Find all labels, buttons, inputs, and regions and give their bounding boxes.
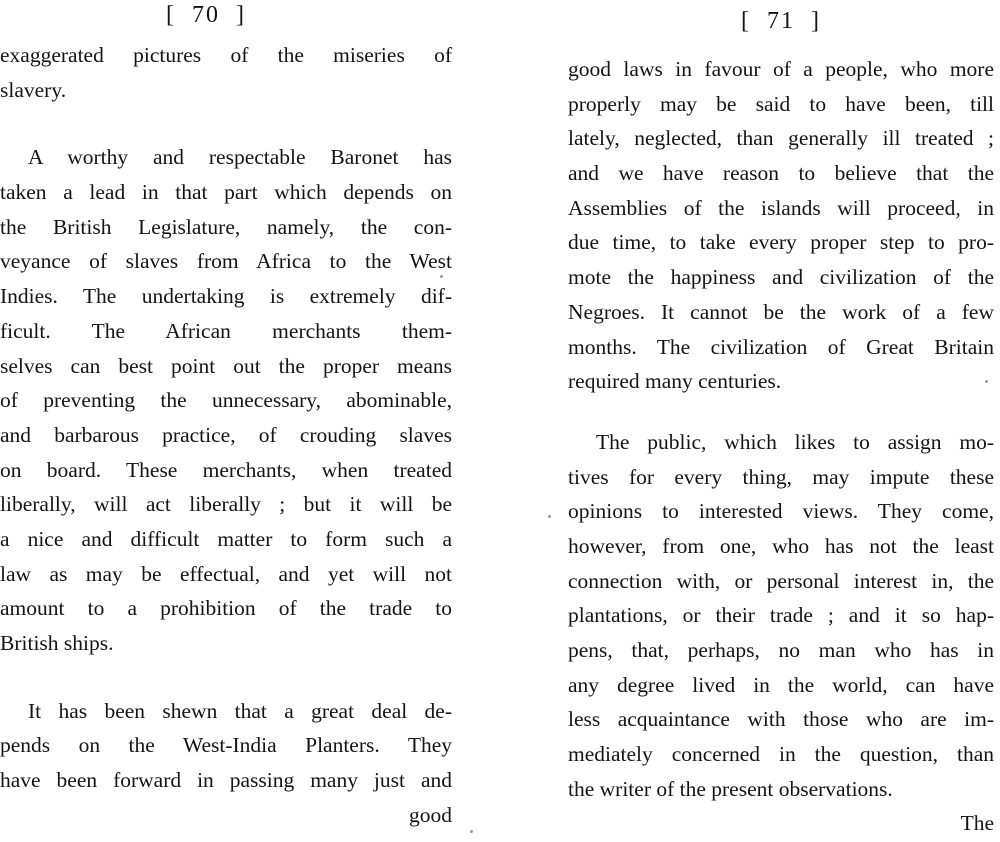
text-line: pens, that, perhaps, no man who has in	[568, 638, 994, 662]
text-line: A worthy and respectable Baronet has	[28, 145, 452, 170]
text-line: due time, to take every proper step to pro-	[568, 230, 994, 255]
left-paragraph-1	[0, 38, 452, 107]
text-line: the writer of the present observations.	[568, 776, 893, 801]
text-line: have been forward in passing many just and	[0, 768, 452, 793]
catchword-left: good	[409, 802, 452, 827]
text-line: good laws in favour of a people, who more	[568, 57, 994, 81]
text-line: Negroes. It cannot be the work of a few	[568, 299, 994, 324]
text-line: British ships.	[0, 631, 114, 655]
text-line: law as may be effectual, and yet will not	[0, 561, 452, 586]
text-line: mote the happiness and civilization of the	[568, 265, 994, 290]
page-number-right: [ 71 ]	[741, 8, 821, 34]
page-number-left: [ 70 ]	[166, 2, 246, 28]
text-line: Indies. The undertaking is extremely dif-	[0, 284, 452, 309]
scan-speck	[470, 830, 473, 833]
text-line: and we have reason to believe that the	[568, 161, 994, 186]
text-line: connection with, or personal interest in, the	[568, 568, 994, 593]
text-line: a nice and difficult matter to form such a	[0, 526, 452, 551]
text-line: amount to a prohibition of the trade to	[0, 596, 452, 621]
text-line: ficult. The African merchants them-	[0, 318, 452, 343]
text-line: plantations, or their trade ; and it so hap-	[568, 603, 994, 628]
text-line: properly may be said to have been, till	[568, 91, 994, 116]
scan-speck	[440, 275, 443, 278]
catchword-right: The	[960, 811, 994, 836]
text-line: months. The civilization of Great Britain	[568, 334, 994, 359]
text-line: tives for every thing, may impute these	[568, 464, 994, 489]
text-line: veyance of slaves from Africa to the West	[0, 249, 452, 274]
left-paragraph-3	[0, 694, 452, 798]
text-line: The public, which likes to assign mo-	[596, 429, 994, 454]
text-line: of preventing the unnecessary, abominable,	[0, 388, 452, 413]
text-line: lately, neglected, than generally ill treated ;	[568, 126, 994, 151]
scan-speck	[548, 515, 551, 518]
text-line: opinions to interested views. They come,	[568, 499, 994, 524]
text-line: liberally, will act liberally ; but it will be	[0, 492, 452, 517]
text-line: however, from one, who has not the least	[568, 533, 994, 558]
text-line: slavery.	[0, 77, 67, 102]
scan-speck	[985, 380, 988, 383]
text-line: It has been shewn that a great deal de-	[28, 698, 452, 723]
text-line: pends on the West-India Planters. They	[0, 733, 452, 758]
right-paragraph-2	[568, 425, 994, 807]
text-line: Assemblies of the islands will proceed, in	[568, 195, 994, 220]
text-line: the British Legislature, namely, the con-	[0, 214, 452, 239]
left-page	[0, 0, 452, 832]
text-line: selves can best point out the proper means	[0, 353, 452, 378]
text-line: required many centuries.	[568, 369, 782, 394]
left-paragraph-2	[0, 140, 452, 660]
text-line: less acquaintance with those who are im-	[568, 707, 994, 732]
right-paragraph-1	[568, 52, 994, 399]
text-line: taken a lead in that part which depends on	[0, 180, 452, 205]
text-line: exaggerated pictures of the miseries of	[0, 43, 452, 67]
text-line: on board. These merchants, when treated	[0, 457, 452, 482]
text-line: and barbarous practice, of crouding slaves	[0, 422, 452, 447]
right-page	[568, 0, 994, 841]
text-line: mediately concerned in the question, than	[568, 742, 994, 767]
text-line: any degree lived in the world, can have	[568, 672, 994, 697]
